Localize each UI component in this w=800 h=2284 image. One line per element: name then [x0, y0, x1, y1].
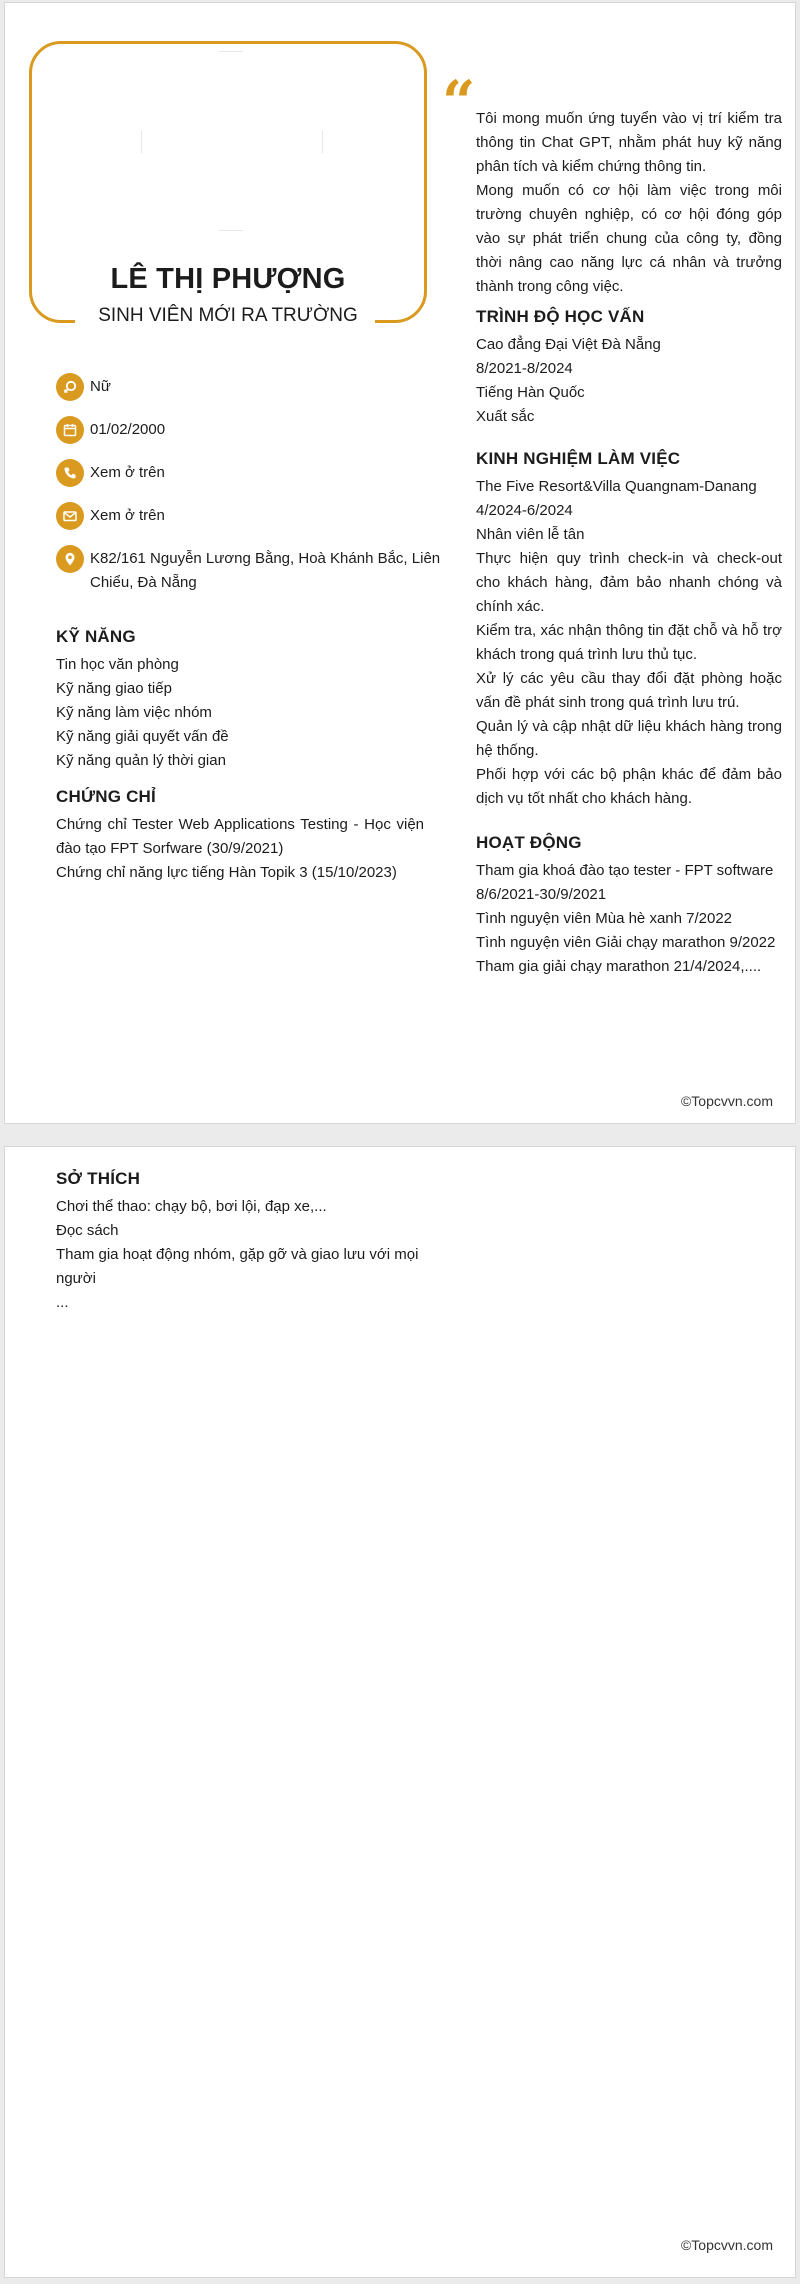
list-item: Tham gia hoạt động nhóm, gặp gỡ và giao lưu với mọi người [56, 1246, 419, 1287]
list-item: ... [56, 1294, 69, 1311]
contact-address [56, 547, 461, 595]
location-icon [56, 545, 84, 573]
list-item: Thực hiện quy trình check-in và check-out cho khách hàng, đảm bảo nhanh chóng và chính xác. [476, 550, 782, 615]
list-item: Kiểm tra, xác nhận thông tin đặt chỗ và hỗ trợ khách trong quá trình lưu thủ tục. [476, 622, 782, 663]
objective-paragraph: Mong muốn có cơ hội làm việc trong môi trường chuyên nghiệp, có cơ hội đóng góp vào sự phát triển chung của công ty, đồng thời nâng cao năng lực cá nhân và trưởng thành trong công việc. [476, 182, 782, 295]
list-item: Đọc sách [56, 1222, 119, 1239]
objective-section [476, 107, 782, 299]
cv-page-2 [4, 1146, 796, 2278]
contact-text: Xem ở trên [90, 464, 165, 481]
list-item: Tình nguyện viên Mùa hè xanh 7/2022 [476, 910, 733, 927]
candidate-role: SINH VIÊN MỚI RA TRƯỜNG [98, 305, 358, 326]
list-item: Phối hợp với các bộ phận khác để đảm bảo dịch vụ tốt nhất cho khách hàng. [476, 766, 782, 807]
list-item: Xuất sắc [476, 408, 535, 425]
certificates-section [56, 787, 424, 885]
list-item: Xử lý các yêu cầu thay đổi đặt phòng hoặc vấn đề phát sinh trong quá trình lưu trú. [476, 670, 782, 711]
contact-text: K82/161 Nguyễn Lương Bằng, Hoà Khánh Bắc, Liên Chiểu, Đà Nẵng [90, 550, 441, 591]
list-item: Quản lý và cập nhật dữ liệu khách hàng trong hệ thống. [476, 718, 782, 759]
profile-photo [141, 51, 323, 231]
list-item: Nhân viên lễ tân [476, 526, 585, 543]
email-icon [56, 502, 84, 530]
contact-text: Xem ở trên [90, 507, 165, 524]
section-title: KINH NGHIỆM LÀM VIỆC [476, 449, 681, 468]
list-item: Chứng chỉ Tester Web Applications Testing - Học viện đào tạo FPT Sorfware (30/9/2021) [56, 816, 424, 857]
footer-watermark: ©Topcvvn.com [680, 2237, 773, 2253]
activities-section [476, 833, 782, 979]
list-item: Kỹ năng giải quyết vấn đề [56, 728, 229, 745]
footer-watermark: ©Topcvvn.com [680, 1093, 773, 1109]
list-item: Cao đẳng Đại Việt Đà Nẵng [476, 336, 661, 353]
section-title: CHỨNG CHỈ [56, 787, 156, 806]
list-item: Kỹ năng làm việc nhóm [56, 704, 212, 721]
section-title: KỸ NĂNG [56, 627, 136, 646]
contact-email [56, 504, 461, 530]
education-section [476, 307, 782, 429]
cv-page-1 [4, 2, 796, 1124]
section-title: SỞ THÍCH [56, 1169, 141, 1188]
list-item: Kỹ năng quản lý thời gian [56, 752, 226, 769]
experience-section [476, 449, 782, 811]
gender-icon [56, 373, 84, 401]
list-item: The Five Resort&Villa Quangnam-Danang [476, 478, 757, 495]
contact-gender [56, 375, 461, 401]
list-item: 8/2021-8/2024 [476, 360, 573, 377]
contact-list [56, 375, 461, 612]
skills-section [56, 627, 426, 773]
quote-icon: “ [442, 68, 476, 136]
list-item: Chơi thể thao: chạy bộ, bơi lội, đạp xe,... [56, 1198, 327, 1215]
objective-paragraph: Tôi mong muốn ứng tuyển vào vị trí kiểm tra thông tin Chat GPT, nhằm phát huy kỹ năng phân tích và kiểm chứng thông tin. [476, 110, 782, 175]
list-item: Tình nguyện viên Giải chạy marathon 9/2022 [476, 934, 776, 951]
candidate-name: LÊ THỊ PHƯỢNG [110, 263, 346, 295]
contact-text: Nữ [90, 378, 111, 395]
calendar-icon [56, 416, 84, 444]
list-item: Kỹ năng giao tiếp [56, 680, 172, 697]
contact-text: 01/02/2000 [90, 421, 166, 438]
contact-phone [56, 461, 461, 487]
list-item: Tin học văn phòng [56, 656, 179, 673]
section-title: HOẠT ĐỘNG [476, 833, 582, 852]
list-item: 4/2024-6/2024 [476, 502, 573, 519]
section-title: TRÌNH ĐỘ HỌC VẤN [476, 307, 645, 326]
list-item: Tham gia giải chạy marathon 21/4/2024,.... [476, 958, 762, 975]
list-item: Tham gia khoá đào tạo tester - FPT software 8/6/2021-30/9/2021 [476, 862, 774, 903]
phone-icon [56, 459, 84, 487]
list-item: Tiếng Hàn Quốc [476, 384, 585, 401]
hobbies-section [56, 1169, 426, 1315]
list-item: Chứng chỉ năng lực tiếng Hàn Topik 3 (15/10/2023) [56, 864, 397, 881]
contact-birthday [56, 418, 461, 444]
